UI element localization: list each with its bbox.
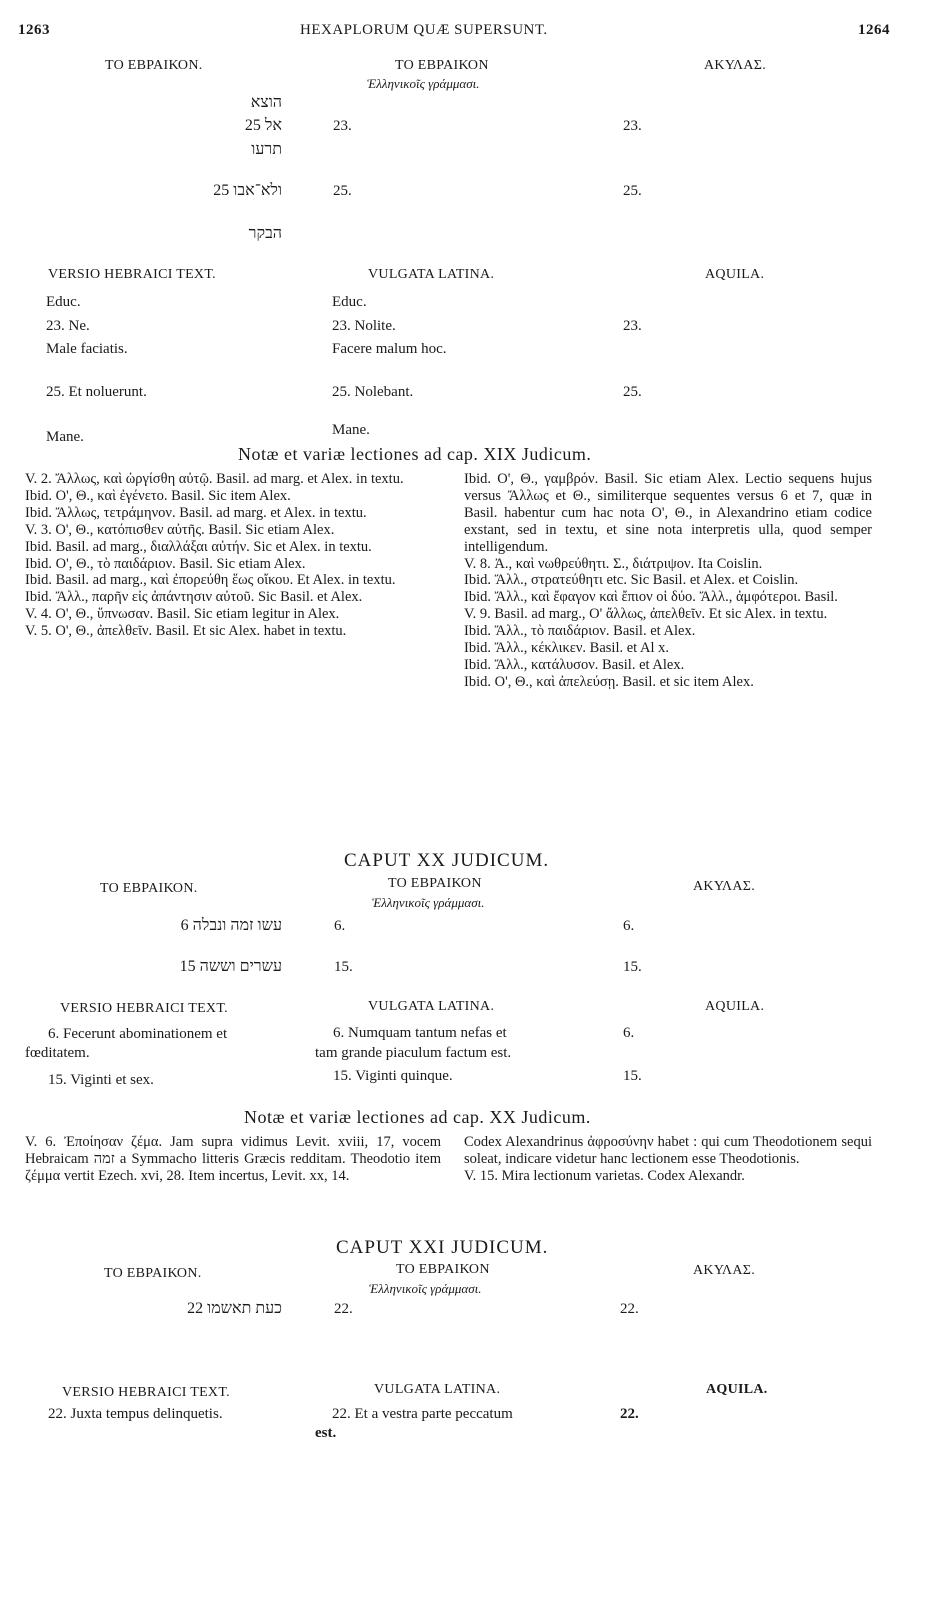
vulgata-line: Facere malum hoc. xyxy=(332,341,447,357)
page-number-left: 1263 xyxy=(18,22,50,38)
note-entry: Ibid. Ἄλλ., κατάλυσον. Basil. et Alex. xyxy=(464,656,685,673)
note-entry: Ibid. Ἄλλ., κέκλικεν. Basil. et Al x. xyxy=(464,640,670,657)
aquila-line: 15. xyxy=(623,1068,642,1084)
hebrew-line: עשרים וששה 15 xyxy=(179,958,282,975)
vulgata-line: est. xyxy=(315,1425,337,1441)
col-head-hebrew: ΤΟ ΕΒΡΑΙΚΟΝ. xyxy=(104,1266,202,1281)
col-head-vulgata: VULGATA LATINA. xyxy=(368,267,495,282)
versio-line: fœditatem. xyxy=(25,1045,90,1061)
page-number-right: 1264 xyxy=(858,22,890,38)
note-entry: Ibid. Ἄλλ., στρατεύθητι etc. Sic Basil. et Alex. et Coislin. xyxy=(464,572,799,589)
note-entry: V. 2. Ἄλλως, καὶ ὠργίσθη αὐτῷ. Basil. ad marg. et Alex. in textu. xyxy=(25,471,404,487)
verse-number: 22. xyxy=(334,1301,353,1317)
note-entry: Ibid. Ἄλλ., τὸ παιδάριον. Basil. et Alex. xyxy=(464,623,696,640)
note-entry: Ibid. O', Θ., τὸ παιδάριον. Basil. Sic etiam Alex. xyxy=(25,555,306,572)
versio-line: 6. Fecerunt abominationem et xyxy=(48,1026,228,1042)
notes-right-column xyxy=(464,471,872,691)
vulgata-line: 25. Nolebant. xyxy=(332,384,414,400)
note-entry: V. 15. Mira lectionum varietas. Codex Alexandr. xyxy=(464,1167,745,1184)
hebrew-line: אל 25 xyxy=(244,117,282,134)
verse-number: 15. xyxy=(334,959,353,975)
verse-number: 25. xyxy=(623,183,642,199)
versio-line: 25. Et noluerunt. xyxy=(46,384,147,400)
notes-left-column xyxy=(25,471,441,640)
note-entry: Ibid. O', Θ., καὶ ἀπελεύσῃ. Basil. et sic item Alex. xyxy=(464,673,754,690)
col-head-aquila: ΑΚΥΛΑΣ. xyxy=(693,1263,756,1278)
col-head-aquila-latin: AQUILA. xyxy=(705,267,765,282)
note-entry: V. 9. Basil. ad marg., O' ἄλλως, ἀπελθεῖν. Et sic Alex. in textu. xyxy=(464,606,828,623)
col-subhead-greek-letters: Ἑλληνικοῖς γράμμασι. xyxy=(372,895,485,910)
versio-line: 23. Ne. xyxy=(46,318,90,334)
vulgata-line: Mane. xyxy=(332,422,370,438)
hebrew-line: הוצא xyxy=(250,94,282,111)
note-entry: V. 3. O', Θ., κατόπισθεν αὐτῆς. Basil. Sic etiam Alex. xyxy=(25,521,335,538)
aquila-line: 22. xyxy=(620,1406,639,1422)
vulgata-line: tam grande piaculum factum est. xyxy=(315,1045,512,1061)
note-entry: Ibid. Ἄλλως, τετράμηνον. Basil. ad marg. et Alex. in textu. xyxy=(25,504,367,521)
vulgata-line: 6. Numquam tantum nefas et xyxy=(333,1025,507,1041)
versio-line: Mane. xyxy=(46,429,84,445)
verse-number: 22. xyxy=(620,1301,639,1317)
versio-line: Male faciatis. xyxy=(46,341,128,357)
col-head-hebrew-greek: ΤΟ ΕΒΡΑΙΚΟΝ xyxy=(395,58,489,73)
note-entry: Ibid. O', Θ., γαμβρόν. Basil. Sic etiam Alex. Lectio sequens hujus versus Ἄλλως et Θ., similiterque sequentes versus 6 et 7, quæ in Basil. habentur cum hac nota O', Θ., in Alexandrino etiam codice exstant, sed in textu, et sine nota interpretis ulla, quod semper intelligendum. xyxy=(464,471,872,555)
note-entry: V. 8. Ἀ., καὶ νωθρεύθητι. Σ., διάτριψον. Ita Coislin. xyxy=(464,555,763,572)
col-head-vulgata: VULGATA LATINA. xyxy=(368,999,495,1014)
col-head-hebrew: ΤΟ ΕΒΡΑΙΚΟΝ. xyxy=(100,881,198,896)
verse-number: 6. xyxy=(334,918,346,934)
aquila-line: 25. xyxy=(623,384,642,400)
verse-number: 23. xyxy=(333,118,352,134)
col-head-hebrew-greek: ΤΟ ΕΒΡΑΙΚΟΝ xyxy=(388,876,482,891)
note-entry: Ibid. Ἄλλ., παρῆν εἰς ἀπάντησιν αὐτοῦ. Sic Basil. et Alex. xyxy=(25,589,363,606)
vulgata-line: 23. Nolite. xyxy=(332,318,396,334)
hebrew-line: הבקר xyxy=(248,225,282,242)
col-head-versio: VERSIO HEBRAICI TEXT. xyxy=(48,267,216,282)
vulgata-line: 22. Et a vestra parte peccatum xyxy=(332,1406,513,1422)
running-title: HEXAPLORUM QUÆ SUPERSUNT. xyxy=(300,22,548,38)
hebrew-line: תרעו xyxy=(251,141,282,158)
col-head-hebrew: ΤΟ ΕΒΡΑΙΚΟΝ. xyxy=(105,58,203,73)
notes-title-cap20: Notæ et variæ lectiones ad cap. XX Judicum. xyxy=(244,1107,591,1127)
col-subhead-greek-letters: Ἑλληνικοῖς γράμμασι. xyxy=(367,76,480,91)
verse-number: 23. xyxy=(623,118,642,134)
note-entry: Ibid. O', Θ., καὶ ἐγένετο. Basil. Sic item Alex. xyxy=(25,487,291,504)
notes-right-column xyxy=(464,1134,872,1185)
chapter-title-xx: CAPUT XX JUDICUM. xyxy=(344,850,550,871)
vulgata-line: Educ. xyxy=(332,294,367,310)
note-entry: V. 4. O', Θ., ὕπνωσαν. Basil. Sic etiam legitur in Alex. xyxy=(25,606,340,623)
verse-number: 6. xyxy=(623,918,635,934)
note-entry: Ibid. Ἄλλ., καὶ ἔφαγον καὶ ἔπιον οἱ δύο. Ἄλλ., ἀμφότεροι. Basil. xyxy=(464,589,838,606)
verse-number: 25. xyxy=(333,183,352,199)
note-entry: V. 5. O', Θ., ἀπελθεῖν. Basil. Et sic Alex. habet in textu. xyxy=(25,623,347,640)
col-head-vulgata: VULGATA LATINA. xyxy=(374,1382,501,1397)
chapter-title-xxi: CAPUT XXI JUDICUM. xyxy=(336,1237,549,1258)
hebrew-line: כעת תאשמו 22 xyxy=(187,1300,282,1317)
versio-line: Educ. xyxy=(46,294,81,310)
col-head-aquila-latin: AQUILA. xyxy=(705,999,765,1014)
hebrew-line: ולא־אבו 25 xyxy=(213,182,282,199)
versio-line: 15. Viginti et sex. xyxy=(48,1072,154,1088)
col-head-versio: VERSIO HEBRAICI TEXT. xyxy=(60,1001,228,1016)
note-entry: Ibid. Basil. ad marg., διαλλάξαι αὐτήν. Sic et Alex. in textu. xyxy=(25,538,372,555)
vulgata-line: 15. Viginti quinque. xyxy=(333,1068,453,1084)
versio-line: 22. Juxta tempus delinquetis. xyxy=(48,1406,223,1422)
notes-title-cap19: Notæ et variæ lectiones ad cap. XIX Judicum. xyxy=(238,444,592,464)
col-head-versio: VERSIO HEBRAICI TEXT. xyxy=(62,1385,230,1400)
note-entry: Codex Alexandrinus ἀφροσύνην habet : qui cum Theodotionem sequi soleat, indicare videtur hanc lectionem esse Theodotionis. xyxy=(464,1134,872,1167)
verse-number: 15. xyxy=(623,959,642,975)
note-entry: Ibid. Basil. ad marg., καὶ ἐπορεύθη ἕως οἴκου. Et Alex. in textu. xyxy=(25,572,396,589)
col-subhead-greek-letters: Ἑλληνικοῖς γράμμασι. xyxy=(369,1281,482,1296)
hebrew-line: עשו זמה ונבלה 6 xyxy=(180,917,282,934)
col-head-aquila-latin: AQUILA. xyxy=(706,1382,768,1397)
col-head-hebrew-greek: ΤΟ ΕΒΡΑΙΚΟΝ xyxy=(396,1262,490,1277)
aquila-line: 23. xyxy=(623,318,642,334)
col-head-aquila: ΑΚΥΛΑΣ. xyxy=(704,58,767,73)
note-entry: V. 6. Ἐποίησαν ζέμα. Jam supra vidimus Levit. xviii, 17, vocem Hebraicam זמה a Symmacho litteris Græcis redditam. Theodotio item ζέμμα vertit Ezech. xvi, 28. Item incertus, Levit. xx, 14. xyxy=(25,1134,442,1184)
aquila-line: 6. xyxy=(623,1025,635,1041)
notes-left-column xyxy=(25,1134,441,1185)
col-head-aquila: ΑΚΥΛΑΣ. xyxy=(693,879,756,894)
